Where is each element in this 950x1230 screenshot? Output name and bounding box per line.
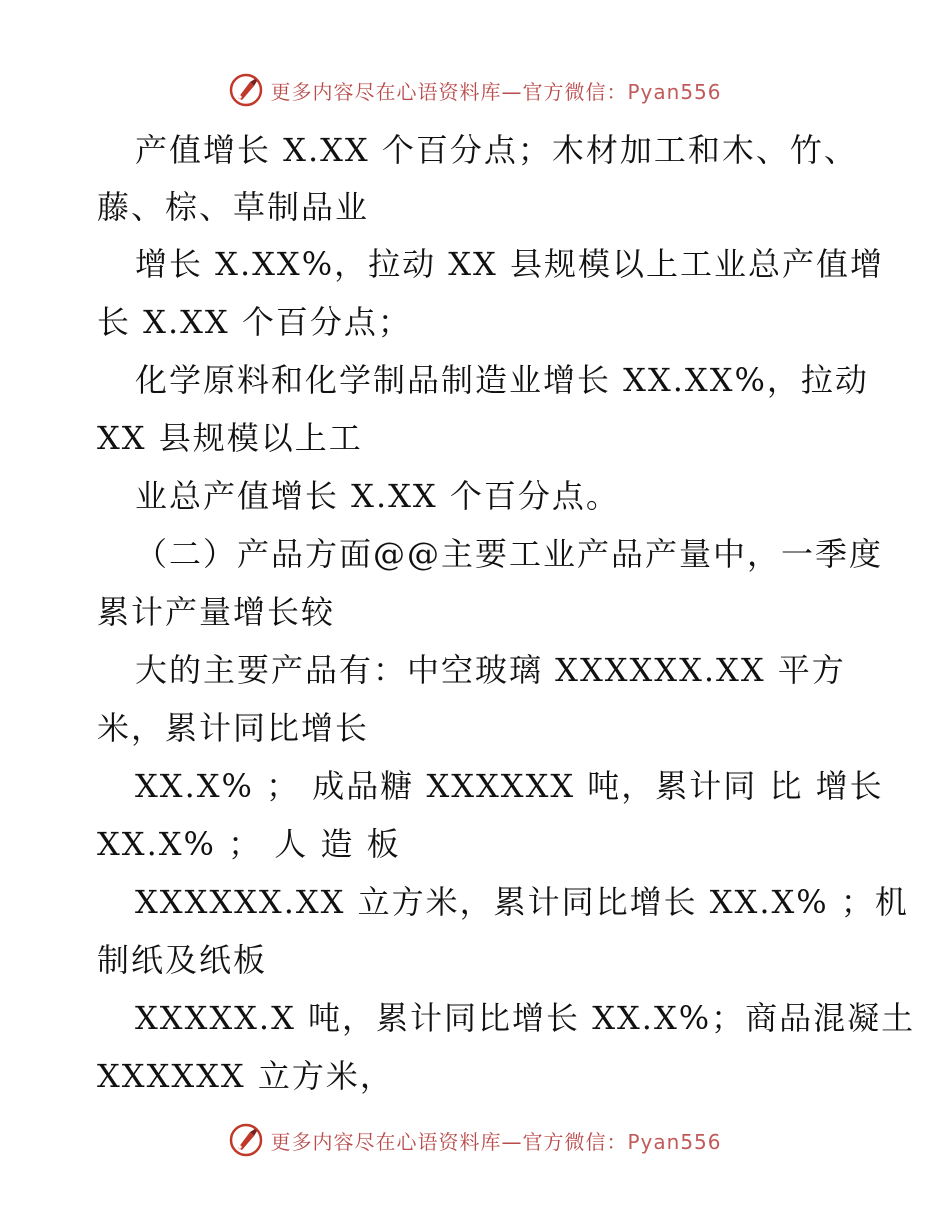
paragraph-line: 制纸及纸板	[97, 941, 268, 979]
paragraph-line: 累计产量增长较	[97, 593, 336, 631]
paragraph-line: 业总产值增长 X.XX 个百分点。	[135, 477, 620, 515]
paragraph-line: XXXXXX.XX 立方米，累计同比增长 XX.X% ；机	[135, 883, 909, 921]
banner-text: 更多内容尽在心语资料库—官方微信：Pyan556	[270, 79, 722, 104]
header-banner	[0, 70, 950, 110]
paragraph-line: XXXXX.X 吨，累计同比增长 XX.X%；商品混凝土	[135, 999, 916, 1037]
paragraph-line: 大的主要产品有：中空玻璃 XXXXXX.XX 平方	[135, 651, 846, 689]
paragraph-line: 藤、棕、草制品业	[97, 188, 370, 226]
pen-nib-logo-icon	[228, 1122, 264, 1158]
footer-banner	[0, 1120, 950, 1160]
paragraph-line: 化学原料和化学制品制造业增长 XX.XX%，拉动	[135, 361, 869, 399]
paragraph-line: XX 县规模以上工	[97, 419, 363, 457]
banner-text: 更多内容尽在心语资料库—官方微信：Pyan556	[270, 1129, 722, 1154]
pen-nib-logo-icon	[228, 72, 264, 108]
paragraph-line: 米，累计同比增长	[97, 709, 370, 747]
paragraph-line: XXXXXX 立方米，	[97, 1057, 394, 1095]
paragraph-line: 增长 X.XX%，拉动 XX 县规模以上工业总产值增	[135, 245, 885, 283]
paragraph-line: XX.X% ； 人 造 板	[97, 825, 401, 863]
wechat-handle: Pyan556	[627, 79, 722, 104]
paragraph-line: 长 X.XX 个百分点；	[97, 303, 412, 341]
paragraph-line: （二）产品方面@@主要工业产品产量中，一季度	[135, 535, 884, 573]
wechat-handle: Pyan556	[627, 1129, 722, 1154]
paragraph-line: 产值增长 X.XX 个百分点；木材加工和木、竹、	[135, 131, 858, 169]
paragraph-line: XX.X% ； 成品糖 XXXXXX 吨，累计同 比 增长	[135, 767, 884, 805]
